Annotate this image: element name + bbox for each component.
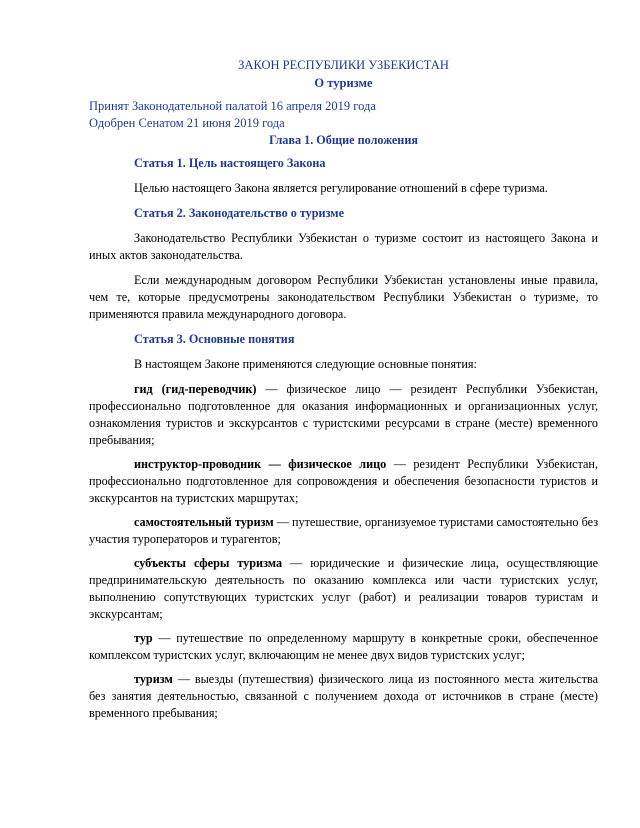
law-subtitle: О туризме [314, 76, 373, 90]
definition-item [89, 555, 598, 623]
chapter-heading: Глава 1. Общие положения [269, 133, 418, 147]
definition-term: субъекты сферы туризма [134, 556, 283, 570]
article-2-heading: Статья 2. Законодательство о туризме [134, 206, 345, 220]
definition-item [89, 381, 598, 449]
law-title: ЗАКОН РЕСПУБЛИКИ УЗБЕКИСТАН [238, 58, 449, 72]
definition-term: гид (гид-переводчик) [134, 382, 257, 396]
definition-text: — физическое лицо — резидент Республики Узбекистан, профессионально подготовленное для оказания информационных и организационных услуг, ознакомления туристов и экскурсантов с туристскими ресурсами в стране (месте) временного пребывания; [89, 382, 599, 447]
definition-term: тур [134, 631, 153, 645]
definition-item [89, 514, 598, 548]
definition-term: туризм [134, 672, 173, 686]
article-3-heading: Статья 3. Основные понятия [134, 332, 295, 346]
approval-date: Одобрен Сенатом 21 июня 2019 года [89, 116, 285, 130]
article-3-intro: В настоящем Законе применяются следующие основные понятия: [134, 357, 477, 371]
definition-term: инструктор-проводник — физическое лицо [134, 457, 387, 471]
definition-text: — путешествие, организуемое туристами самостоятельно без участия туроператоров и турагентов; [89, 515, 599, 546]
article-2-paragraph: Законодательство Республики Узбекистан о туризме состоит из настоящего Закона и иных актов законодательства. [89, 231, 598, 262]
adoption-date: Принят Законодательной палатой 16 апреля 2019 года [89, 99, 376, 113]
definition-term: самостоятельный туризм [134, 515, 274, 529]
definition-item [89, 456, 598, 507]
definition-text: — резидент Республики Узбекистан, профессионально подготовленное для сопровождения и обеспечения безопасности туристов и экскурсантов на туристских маршрутах; [89, 457, 598, 505]
definition-text: — выезды (путешествия) физического лица из постоянного места жительства без занятия деятельностью, связанной с получением дохода от источников в стране (месте) временного пребывания; [89, 672, 598, 720]
article-2-paragraph: Если международным договором Республики Узбекистан установлены иные правила, чем те, которые предусмотрены законодательством Республики Узбекистан о туризме, то применяются правила международного договора. [89, 273, 598, 321]
definition-text: — юридические и физические лица, осуществляющие предпринимательскую деятельность по оказанию комплекса или части туристских услуг, выполнению сопутствующих туристских услуг (работ) и реализации товаров туристам и экскурсантам; [89, 556, 598, 621]
article-1-text: Целью настоящего Закона является регулирование отношений в сфере туризма. [134, 181, 548, 195]
article-1-heading: Статья 1. Цель настоящего Закона [134, 156, 326, 170]
definition-item [89, 671, 598, 722]
document-page [89, 56, 598, 729]
definition-item [89, 630, 598, 664]
definition-text: — путешествие по определенному маршруту в конкретные сроки, обеспеченное комплексом туристских услуг, включающим не менее двух видов туристских услуг; [89, 631, 598, 662]
